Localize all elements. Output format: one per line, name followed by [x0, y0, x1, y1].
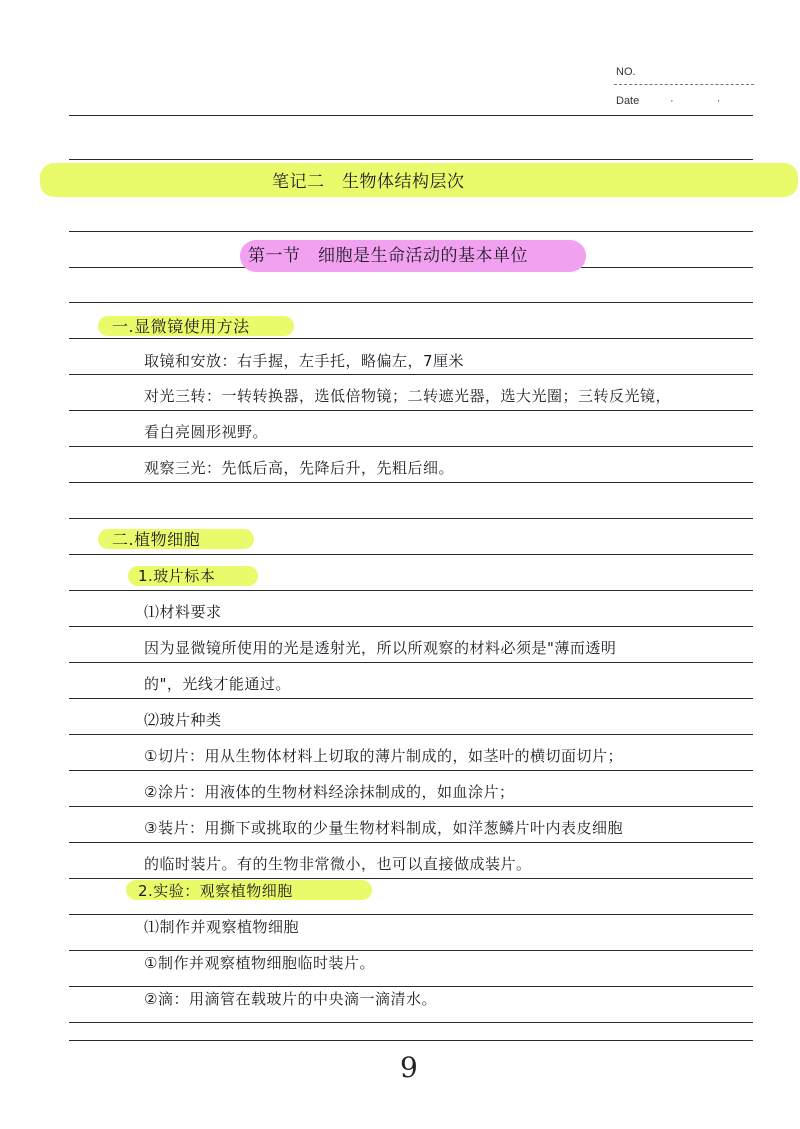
item-material-requirement: ⑴材料要求	[144, 603, 222, 621]
text-line: 因为显微镜所使用的光是透射光，所以所观察的材料必须是"薄而透明	[144, 639, 617, 657]
section-title: 第一节 细胞是生命活动的基本单位	[248, 246, 528, 266]
text-line: ②涂片：用液体的生物材料经涂抹制成的，如血涂片；	[144, 783, 515, 801]
date-dots: · ·	[670, 95, 741, 107]
heading-plant-cell: 二.植物细胞	[112, 530, 201, 549]
page-number: 9	[400, 1051, 418, 1084]
text-line: ①制作并观察植物细胞临时装片。	[144, 954, 375, 972]
text-line: 的"，光线才能通过。	[144, 675, 291, 693]
item-slide-types: ⑵玻片种类	[144, 711, 222, 729]
text-line: 取镜和安放：右手握，左手托，略偏左，7厘米	[144, 352, 465, 370]
subheading-experiment: 2.实验：观察植物细胞	[138, 882, 293, 900]
text-line: ③装片：用撕下或挑取的少量生物材料制成，如洋葱鳞片叶内表皮细胞	[144, 819, 623, 837]
subheading-slide-specimen: 1.玻片标本	[138, 567, 216, 585]
text-line: 看白亮圆形视野。	[144, 423, 269, 441]
text-line: 观察三光：先低后高，先降后升，先粗后细。	[144, 459, 455, 477]
date-label: Date	[616, 95, 640, 107]
note-title: 笔记二 生物体结构层次	[272, 172, 465, 192]
heading-microscope: 一.显微镜使用方法	[112, 317, 250, 336]
text-line: 的临时装片。有的生物非常微小，也可以直接做成装片。	[144, 855, 532, 873]
header-divider	[614, 84, 754, 85]
text-line: ①切片：用从生物体材料上切取的薄片制成的，如茎叶的横切面切片；	[144, 747, 623, 765]
item-make-observe: ⑴制作并观察植物细胞	[144, 918, 300, 936]
text-line: ②滴：用滴管在载玻片的中央滴一滴清水。	[144, 990, 437, 1008]
number-label: NO.	[616, 66, 636, 78]
text-line: 对光三转：一转转换器，选低倍物镜；二转遮光器，选大光圈；三转反光镜，	[144, 387, 672, 405]
